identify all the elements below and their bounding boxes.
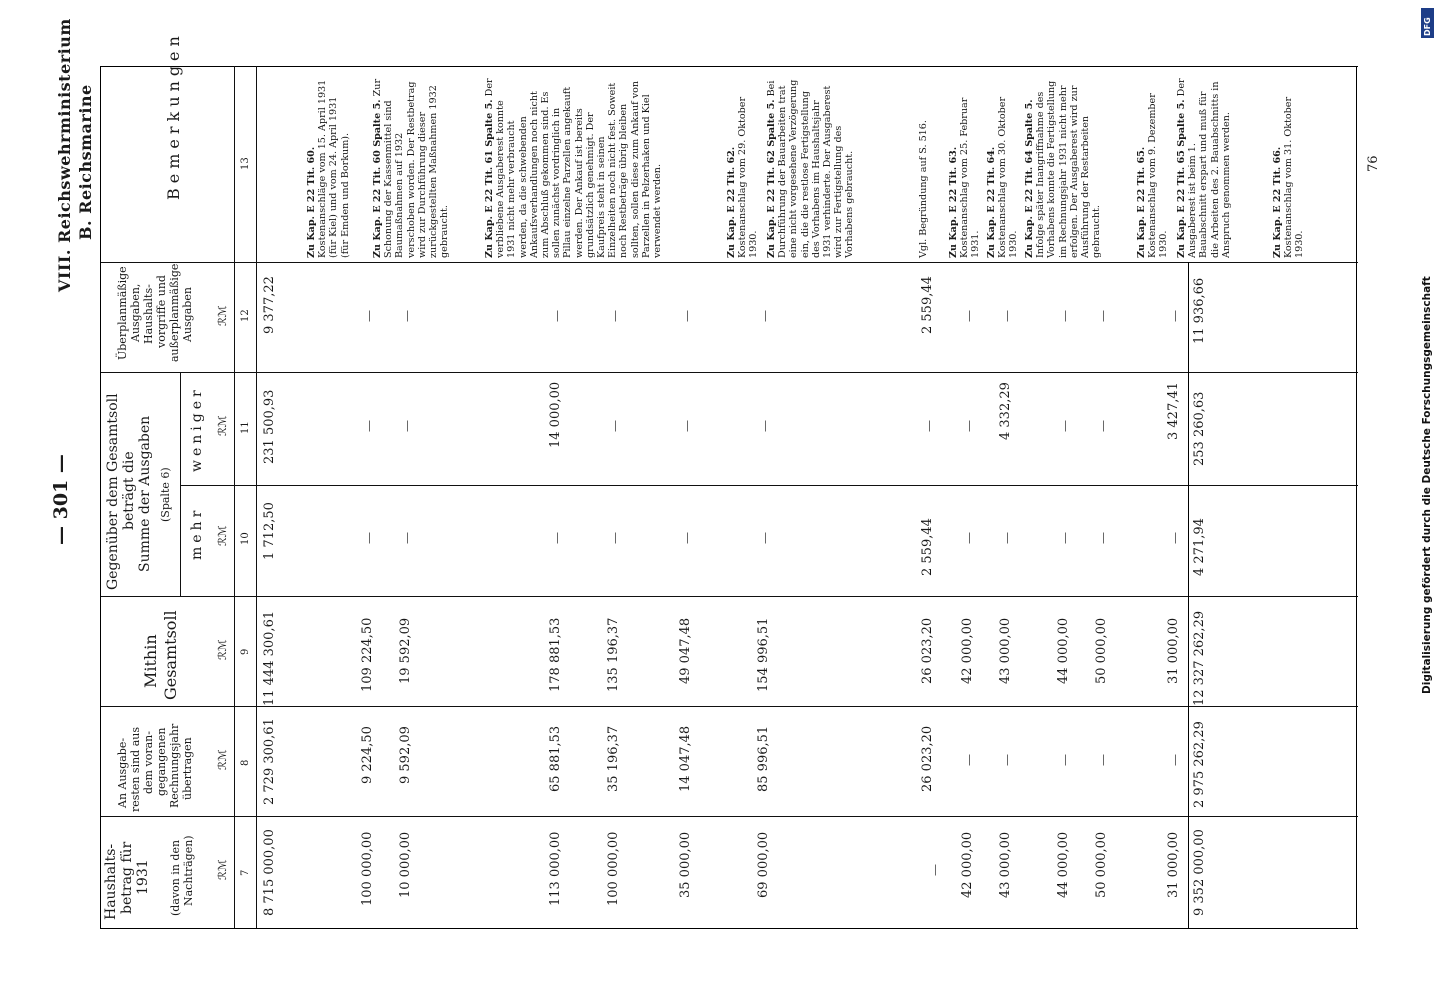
header-col10-num: 10 — [240, 532, 251, 545]
remark-item — [372, 78, 450, 258]
cell-c7: 10 000,00 — [398, 831, 413, 898]
header-col12-num: 12 — [240, 309, 251, 322]
total-c7: 9 352 000,00 — [1192, 829, 1207, 916]
cell-c9: 109 224,50 — [360, 617, 375, 692]
cell-c10: 1 712,50 — [262, 502, 277, 560]
remark-ref: Zu Kap. E 22 Tit. 64. — [986, 146, 997, 258]
header-col13-num: 13 — [240, 157, 251, 170]
remark-ref: Zu Kap. E 22 Tit. 62 Spalte 5. — [766, 99, 777, 258]
cell-c10: — — [400, 532, 414, 544]
remark-text: Infolge später Inangriffnahme des Vorhabens konnte die Fertigstellung im Rechnungsjahr 1931 nicht mehr erfolgen. Der Ausgaberest wird zur Ausführung der Restarbeiten gebraucht. — [1035, 80, 1103, 258]
rule-table-top — [100, 66, 101, 928]
cell-c10: — — [758, 532, 772, 544]
cell-c9: 19 592,09 — [398, 617, 413, 684]
cell-c10: — — [1168, 532, 1182, 544]
cell-c9: 43 000,00 — [998, 617, 1013, 684]
cell-c11: — — [922, 420, 936, 432]
header-col8-line3: dem voran- — [142, 731, 155, 794]
cell-c10: — — [608, 532, 622, 544]
cell-c12: — — [400, 310, 414, 322]
rule-col10-11 — [180, 485, 1358, 486]
dfg-logo-text: DFG — [1423, 17, 1432, 36]
remark-item — [918, 78, 929, 258]
remark-item — [1136, 78, 1170, 258]
total-c9: 12 327 262,29 — [1192, 610, 1207, 706]
rule-col13-right — [100, 66, 1358, 67]
cell-c12: — — [1058, 310, 1072, 322]
cell-c11: 14 000,00 — [548, 381, 563, 448]
remark-item — [986, 78, 1020, 258]
cell-c8: — — [1096, 754, 1110, 766]
remark-item — [306, 78, 351, 258]
cell-c12: — — [1096, 310, 1110, 322]
subsection-title: B. Reichsmarine — [76, 84, 95, 240]
header-group-line1: Gegenüber dem Gesamtsoll — [105, 393, 121, 590]
cell-c10: — — [962, 532, 976, 544]
cell-c12: 2 559,44 — [920, 276, 935, 334]
cell-c7: 31 000,00 — [1166, 831, 1181, 898]
remark-item — [948, 78, 982, 258]
cell-c11: — — [680, 420, 694, 432]
cell-c9: 50 000,00 — [1094, 617, 1109, 684]
rule-col8-9 — [100, 706, 1358, 707]
cell-c11: — — [1096, 420, 1110, 432]
remark-text: Zur Schonung der Kassenmittel sind Baumaßnahmen auf 1932 verschoben worden. Der Restbetrag wird zur Durchführung dieser zurückgestellten Maßnahmen 1932 gebraucht. — [372, 78, 451, 258]
cell-c7: 43 000,00 — [998, 831, 1013, 898]
rule-total — [1188, 262, 1189, 928]
remark-item — [1024, 78, 1102, 258]
header-col12-line3: Haushalts- — [142, 284, 155, 344]
total-c8: 2 975 262,29 — [1192, 721, 1207, 808]
cell-c12: — — [608, 310, 622, 322]
digitization-note: Digitalisierung gefördert durch die Deutsche Forschungsgemeinschaft — [1421, 276, 1433, 694]
cell-c10: 2 559,44 — [920, 518, 935, 576]
header-col7-sub1: (davon in den — [169, 839, 182, 916]
cell-c11: 3 427,41 — [1166, 382, 1181, 440]
header-col12-line2: Ausgaben, — [129, 283, 142, 342]
cell-c7: 50 000,00 — [1094, 831, 1109, 898]
header-col9-line2: Gesamtsoll — [161, 610, 180, 700]
remark-ref: Zu Kap. E 22 Tit. 60. — [306, 146, 317, 258]
header-col7-line2: betrag für — [119, 841, 135, 914]
header-col7-sub2: Nachträgen) — [182, 835, 195, 906]
rule-header-group — [180, 372, 181, 596]
rule-unit-bottom — [234, 66, 235, 928]
header-group-line3: Summe der Ausgaben — [137, 415, 153, 572]
cell-c12: 9 377,22 — [262, 276, 277, 334]
cell-c11: — — [962, 420, 976, 432]
cell-c11: — — [758, 420, 772, 432]
header-group-line4: (Spalte 6) — [159, 467, 172, 522]
header-col11-label: weniger — [189, 386, 205, 472]
header-col7-line1: Haushalts- — [103, 843, 119, 920]
remark-item — [726, 78, 760, 258]
cell-c7: 100 000,00 — [606, 831, 621, 906]
header-col7-line3: 1931 — [135, 859, 151, 895]
header-col8-unit: ℛℳ — [216, 749, 229, 770]
header-col8-line2: resten sind aus — [129, 727, 142, 812]
cell-c9: 31 000,00 — [1166, 617, 1181, 684]
header-col11-unit: ℛℳ — [216, 415, 229, 436]
cell-c12: — — [1168, 310, 1182, 322]
cell-c10: — — [1058, 532, 1072, 544]
cell-c7: 42 000,00 — [960, 831, 975, 898]
cell-c10: — — [550, 532, 564, 544]
cell-c8: 2 729 300,61 — [262, 718, 277, 805]
total-c12: 11 936,66 — [1192, 277, 1207, 344]
cell-c9: 42 000,00 — [960, 617, 975, 684]
remark-ref: Zu Kap. E 22 Tit. 62. — [726, 146, 737, 258]
cell-c11: — — [608, 420, 622, 432]
section-title: VIII. Reichswehrministerium — [55, 18, 74, 292]
header-col12-line6: Ausgaben — [181, 287, 194, 342]
cell-c12: — — [962, 310, 976, 322]
cell-c11: 4 332,29 — [998, 382, 1013, 440]
remark-text: Kostenanschlag vom 31. Oktober 1930. — [1283, 96, 1306, 258]
header-col12-line5: außerplanmäßige — [168, 263, 181, 362]
remark-ref: Zu Kap. E 22 Tit. 61 Spalte 5. — [484, 99, 495, 258]
cell-c7: 100 000,00 — [360, 831, 375, 906]
cell-c9: 44 000,00 — [1056, 617, 1071, 684]
cell-c10: — — [1096, 532, 1110, 544]
rule-col9-10 — [100, 596, 1358, 597]
remark-text: Kostenanschläge vom 15. April 1931 (für Kiel) und vom 24. April 1931 (für Emden und Borkum). — [317, 79, 351, 258]
cell-c7: 113 000,00 — [548, 831, 563, 906]
remark-item — [1272, 78, 1306, 258]
remark-text: Kostenanschlag vom 29. Oktober 1930. — [737, 96, 760, 258]
cell-c8: — — [1168, 754, 1182, 766]
cell-c7: — — [928, 864, 942, 876]
dfg-logo — [1421, 8, 1434, 38]
header-col8-num: 8 — [240, 759, 251, 766]
total-c11: 253 260,63 — [1192, 391, 1207, 466]
header-col13-label: Bemerkungen — [164, 31, 183, 200]
remark-ref: Zu Kap. E 22 Tit. 64 Spalte 5. — [1024, 99, 1035, 258]
cell-c7: 35 000,00 — [678, 831, 693, 898]
remark-ref: Zu Kap. E 22 Tit. 60 Spalte 5. — [372, 99, 383, 258]
header-col10-label: mehr — [189, 506, 205, 560]
remark-ref: Zu Kap. E 22 Tit. 65. — [1136, 146, 1147, 258]
cell-c10: — — [680, 532, 694, 544]
page-number-bottom: 76 — [1366, 155, 1381, 172]
cell-c8: 9 592,09 — [398, 726, 413, 784]
cell-c12: — — [758, 310, 772, 322]
header-col7-num: 7 — [240, 869, 251, 876]
cell-c8: — — [1000, 754, 1014, 766]
remark-ref: Zu Kap. E 22 Tit. 66. — [1272, 146, 1283, 258]
header-col7-unit: ℛℳ — [216, 859, 229, 880]
rule-colnum-bottom — [256, 66, 257, 928]
remark-text: Bei Durchführung der Bauarbeiten trat eine nicht vorgesehene Verzögerung ein, die die restlose Fertigstellung des Vorhabens im Haushaltsjahr 1931 verhinderte. Der Ausgaberest wird zur Fertigstellung des Vorhabens gebraucht. — [766, 79, 856, 258]
cell-c12: — — [550, 310, 564, 322]
remark-item — [484, 78, 663, 258]
header-col8-line6: übertragen — [181, 737, 194, 800]
remark-ref: Zu Kap. E 22 Tit. 63. — [948, 146, 959, 258]
cell-c7: 8 715 000,00 — [262, 829, 277, 916]
cell-c11: — — [1058, 420, 1072, 432]
cell-c7: 44 000,00 — [1056, 831, 1071, 898]
cell-c8: 14 047,48 — [678, 725, 693, 792]
cell-c9: 154 996,51 — [756, 617, 771, 692]
cell-c8: 9 224,50 — [360, 726, 375, 784]
remark-item — [766, 78, 856, 258]
header-col12-unit: ℛℳ — [216, 305, 229, 326]
cell-c7: 69 000,00 — [756, 831, 771, 898]
cell-c12: — — [1000, 310, 1014, 322]
cell-c8: — — [962, 754, 976, 766]
header-col9-line1: Mithin — [141, 634, 160, 688]
remark-text: Kostenanschlag vom 9. Dezember 1930. — [1147, 93, 1170, 258]
remark-text: Der Ausgaberest ist beim 1. Bauabschnitt erspart und muß für die Arbeiten des 2. Bauabschnitts in Anspruch genommen werden. — [1176, 78, 1232, 258]
cell-c9: 49 047,48 — [678, 617, 693, 684]
cell-c11: 231 500,93 — [262, 389, 277, 464]
rule-col7-8 — [100, 816, 1358, 817]
rule-table-bottom — [1356, 66, 1357, 928]
cell-c10: — — [1000, 532, 1014, 544]
header-col8-line1: An Ausgabe- — [116, 737, 129, 808]
cell-c9: 178 881,53 — [548, 617, 563, 692]
rule-col7-left — [100, 928, 1358, 929]
rule-col11-12 — [100, 372, 1358, 373]
rule-col12-13 — [100, 262, 1358, 263]
cell-c11: — — [362, 420, 376, 432]
cell-c8: 65 881,53 — [548, 725, 563, 792]
page-number-top: — 301 — — [50, 454, 72, 545]
remark-text: Kostenanschlag vom 30. Oktober 1930. — [997, 96, 1020, 258]
remark-text: Kostenanschlag vom 25. Februar 1931. — [959, 97, 982, 258]
remark-text: Der verbliebene Ausgaberest konnte 1931 nicht mehr verbraucht werden, da die schwebenden Ankaufsverhandlungen noch nicht zum Abschluß gekommen sind. Es sollen zunächst vordringlich in Pillau einzelne Parzellen angekauft werden. Der Ankauf ist bereits grundsätzlich genehmigt. Der Kaufpreis steht in seinen Einzelheiten noch nicht fest. Soweit noch Restbeträge übrig bleiben sollten, sollen diese zum Ankauf von Parzellen in Pelzerhaken und Kiel verwendet werden. — [484, 78, 664, 258]
cell-c9: 26 023,20 — [920, 617, 935, 684]
remark-item — [1176, 78, 1232, 258]
cell-c8: 26 023,20 — [920, 725, 935, 792]
cell-c8: — — [1058, 754, 1072, 766]
header-col8-line5: Rechnungsjahr — [168, 723, 181, 808]
header-col8-line4: gegangenen — [155, 727, 168, 796]
cell-c12: — — [680, 310, 694, 322]
header-col12-line1: Überplanmäßige — [116, 266, 129, 360]
cell-c9: 11 444 300,61 — [262, 610, 277, 706]
cell-c10: — — [362, 532, 376, 544]
cell-c12: — — [362, 310, 376, 322]
header-col12-line4: vorgriffe und — [155, 275, 168, 348]
cell-c8: 85 996,51 — [756, 725, 771, 792]
header-col9-num: 9 — [240, 648, 251, 655]
cell-c9: 135 196,37 — [606, 617, 621, 692]
total-c10: 4 271,94 — [1192, 518, 1207, 576]
header-col10-unit: ℛℳ — [216, 525, 229, 546]
header-col9-unit: ℛℳ — [216, 639, 229, 660]
remark-ref: Zu Kap. E 22 Tit. 65 Spalte 5. — [1176, 99, 1187, 258]
cell-c8: 35 196,37 — [606, 725, 621, 792]
header-group-line2: beträgt die — [121, 451, 137, 530]
header-col11-num: 11 — [240, 421, 251, 434]
cell-c11: — — [400, 420, 414, 432]
remark-text: Vgl. Begründung auf S. 516. — [918, 120, 929, 258]
